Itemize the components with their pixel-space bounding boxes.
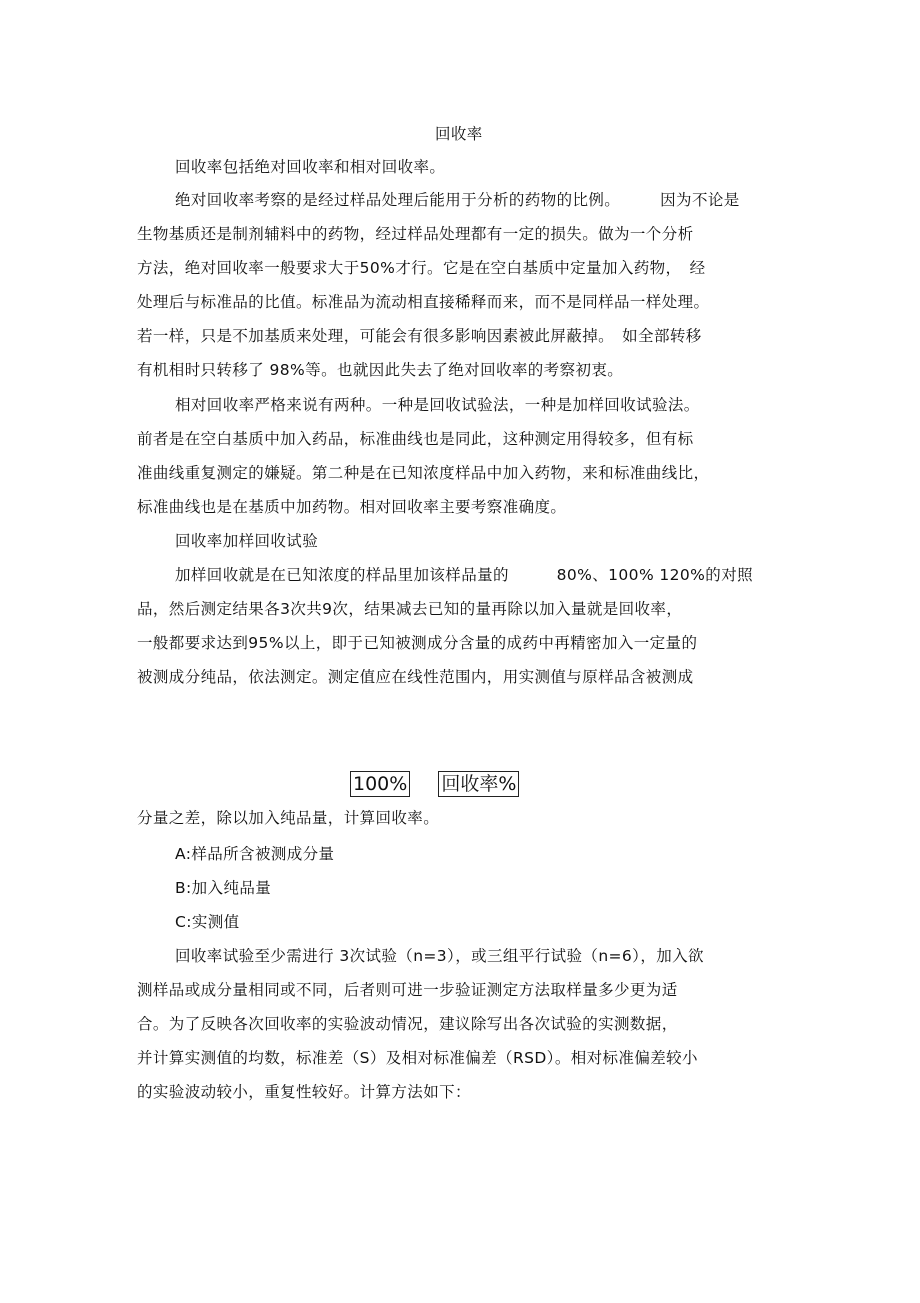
paragraph-line: 合。为了反映各次回收率的实验波动情况，建议除写出各次试验的实测数据， <box>137 1015 678 1033</box>
formula-box-100-percent: 100% <box>350 771 410 797</box>
paragraph-line: 生物基质还是制剂辅料中的药物，经过样品处理都有一定的损失。做为一个分析 <box>137 225 694 243</box>
paragraph-line: 若一样，只是不加基质来处理，可能会有很多影响因素被此屏蔽掉。 如全部转移 <box>137 327 702 345</box>
definition-a: A:样品所含被测成分量 <box>175 845 335 863</box>
paragraph-line: 品，然后测定结果各3次共9次，结果减去已知的量再除以加入量就是回收率， <box>137 600 683 618</box>
paragraph-line: 加样回收就是在已知浓度的样品里加该样品量的 80%、100% 120%的对照 <box>175 566 754 584</box>
paragraph-line: 测样品或成分量相同或不同，后者则可进一步验证测定方法取样量多少更为适 <box>137 981 678 999</box>
paragraph-line: 相对回收率严格来说有两种。一种是回收试验法，一种是加样回收试验法。 <box>175 396 700 414</box>
definition-b: B:加入纯品量 <box>175 879 272 897</box>
paragraph-line: 方法，绝对回收率一般要求大于50%才行。它是在空白基质中定量加入药物， 经 <box>137 259 706 277</box>
paragraph-line: 有机相时只转移了 98%等。也就因此失去了绝对回收率的考察初衷。 <box>137 361 624 379</box>
paragraph-line: 前者是在空白基质中加入药品，标准曲线也是同此，这种测定用得较多，但有标 <box>137 430 694 448</box>
paragraph-line: 处理后与标准品的比值。标准品为流动相直接稀释而来，而不是同样品一样处理。 <box>137 293 710 311</box>
paragraph-line: 分量之差，除以加入纯品量，计算回收率。 <box>137 809 440 827</box>
paragraph-line: 回收率包括绝对回收率和相对回收率。 <box>175 158 446 176</box>
paragraph-line: 并计算实测值的均数，标准差（S）及相对标准偏差（RSD）。相对标准偏差较小 <box>137 1049 698 1067</box>
definition-c: C:实测值 <box>175 913 240 931</box>
page-title: 回收率 <box>435 125 483 143</box>
section-heading: 回收率加样回收试验 <box>175 532 319 550</box>
paragraph-line: 回收率试验至少需进行 3次试验（n=3），或三组平行试验（n=6），加入欲 <box>175 947 704 965</box>
paragraph-line: 准曲线重复测定的嫌疑。第二种是在已知浓度样品中加入药物，来和标准曲线比， <box>137 464 710 482</box>
paragraph-line: 一般都要求达到95%以上，即于已知被测成分含量的成药中再精密加入一定量的 <box>137 634 698 652</box>
paragraph-line: 绝对回收率考察的是经过样品处理后能用于分析的药物的比例。 因为不论是 <box>175 191 740 209</box>
formula <box>350 771 519 797</box>
paragraph-line: 的实验波动较小，重复性较好。计算方法如下： <box>137 1083 471 1101</box>
paragraph-line: 标准曲线也是在基质中加药物。相对回收率主要考察准确度。 <box>137 498 567 516</box>
paragraph-line: 被测成分纯品，依法测定。测定值应在线性范围内，用实测值与原样品含被测成 <box>137 668 694 686</box>
formula-box-recovery-percent: 回收率% <box>438 771 519 797</box>
